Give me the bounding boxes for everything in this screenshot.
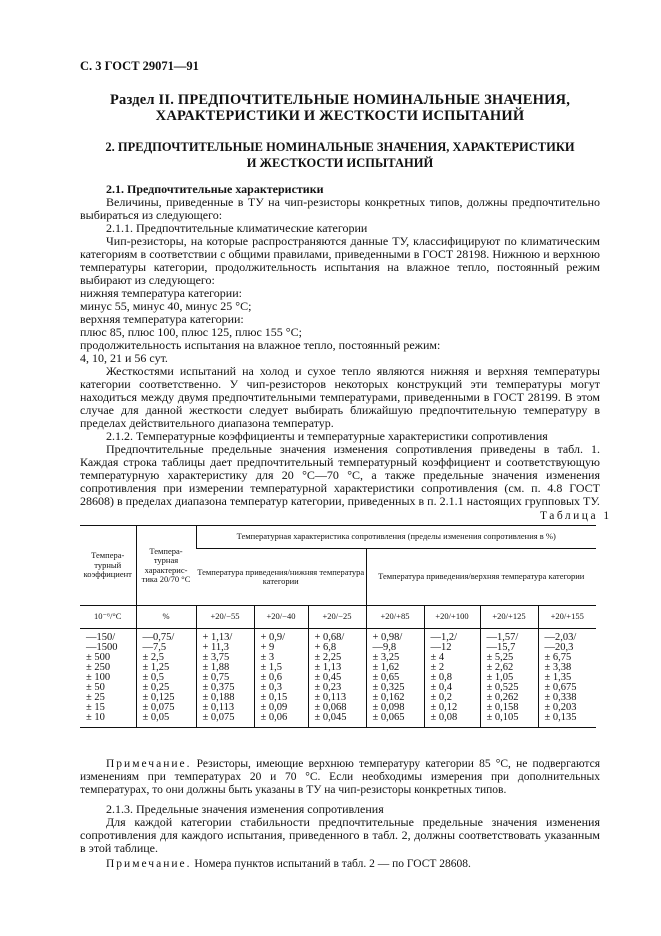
list-line: минус 55, минус 40, минус 25 °С; bbox=[80, 299, 252, 313]
table-cell: + 0,98/ bbox=[366, 629, 424, 644]
table-cell: ± 4 bbox=[424, 653, 480, 663]
table-cell: ± 2 bbox=[424, 663, 480, 673]
table-cell: ± 3,75 bbox=[196, 653, 254, 663]
table-cell: ± 0,525 bbox=[480, 683, 538, 693]
col-header: +20/+125 bbox=[480, 606, 538, 629]
table-cell: ± 0,12 bbox=[424, 703, 480, 713]
col-header: +20/−55 bbox=[196, 606, 254, 629]
chapter-title bbox=[80, 139, 600, 171]
table-cell: ± 5,25 bbox=[480, 653, 538, 663]
table-cell: + 6,8 bbox=[308, 643, 366, 653]
table-cell: ± 0,15 bbox=[254, 693, 308, 703]
table-cell: —7,5 bbox=[136, 643, 196, 653]
table-cell: —20,3 bbox=[538, 643, 596, 653]
note-2 bbox=[80, 858, 600, 871]
table-cell: ± 0,162 bbox=[366, 693, 424, 703]
unit-coefficient: 10⁻⁶/°С bbox=[80, 606, 136, 629]
table-cell: ± 0,113 bbox=[308, 693, 366, 703]
paragraph-2-1-3-title: 2.1.3. Предельные значения изменения сопротивления bbox=[106, 802, 384, 816]
table-cell: ± 10 bbox=[80, 713, 136, 728]
table-cell: + 0,68/ bbox=[308, 629, 366, 644]
paragraph-2-1-title: 2.1. Предпочтительные характеристики bbox=[106, 182, 324, 196]
paragraph-climatic: Чип-резисторы, на которые распространяются данные ТУ, классифицируют по климатическим категориям в соответствии с общими правилами, приведенными в ГОСТ 28198. Нижнюю и верхнюю температуры категории, продолжительность испытания на влажное тепло, постоянный режим выбирают из следующего: bbox=[80, 234, 600, 287]
chapter-title-line2: И ЖЕСТКОСТИ ИСПЫТАНИЙ bbox=[246, 156, 434, 170]
header-main: Температурная характеристика сопротивления (пределы изменения сопротивления в %) bbox=[196, 526, 596, 549]
table-cell: ± 1,88 bbox=[196, 663, 254, 673]
table-cell: ± 0,3 bbox=[254, 683, 308, 693]
table-cell: ± 0,09 bbox=[254, 703, 308, 713]
table-cell: ± 0,23 bbox=[308, 683, 366, 693]
section-title-line1: Раздел II. ПРЕДПОЧТИТЕЛЬНЫЕ НОМИНАЛЬНЫЕ ЗНАЧЕНИЯ, bbox=[109, 92, 571, 108]
unit-characteristic: % bbox=[136, 606, 196, 629]
table-cell: ± 0,325 bbox=[366, 683, 424, 693]
table-cell: ± 0,045 bbox=[308, 713, 366, 728]
paragraph-2-1-1-title: 2.1.1. Предпочтительные климатические категории bbox=[106, 221, 368, 235]
body-text-upper bbox=[80, 183, 600, 508]
col-header: +20/+85 bbox=[366, 606, 424, 629]
table-cell: ± 50 bbox=[86, 682, 105, 693]
table-cell: ± 0,375 bbox=[196, 683, 254, 693]
table-cell: ± 1,5 bbox=[254, 663, 308, 673]
table-cell: —150/ bbox=[86, 632, 116, 643]
table-caption: Таблица 1 bbox=[540, 510, 612, 522]
list-line: верхняя температура категории: bbox=[80, 312, 244, 326]
table-cell: ± 0,08 bbox=[424, 713, 480, 728]
table-cell: ± 500 bbox=[86, 652, 111, 663]
table-cell: ± 0,8 bbox=[424, 673, 480, 683]
table-cell: ± 15 bbox=[86, 702, 105, 713]
table-cell: ± 3 bbox=[254, 653, 308, 663]
table-cell: ± 1,13 bbox=[308, 663, 366, 673]
table-cell: ± 0,068 bbox=[308, 703, 366, 713]
table-cell: ± 0,4 bbox=[424, 683, 480, 693]
table-cell: ± 0,05 bbox=[136, 713, 196, 728]
table-cell: ± 0,2 bbox=[424, 693, 480, 703]
table-cell: + 0,9/ bbox=[254, 629, 308, 644]
col-header: +20/+155 bbox=[538, 606, 596, 629]
table-cell: —15,7 bbox=[480, 643, 538, 653]
table-cell: ± 1,05 bbox=[480, 673, 538, 683]
table-row bbox=[80, 629, 596, 644]
table-cell: ± 0,098 bbox=[366, 703, 424, 713]
page-header: С. 3 ГОСТ 29071—91 bbox=[80, 59, 199, 73]
table-cell: ± 6,75 bbox=[538, 653, 596, 663]
paragraph-stability: Для каждой категории стабильности предпочтительные предельные значения изменения сопротивления для каждого испытания, приведенного в табл. 2, должны соответствовать указанным в этой таблице. bbox=[80, 815, 600, 855]
table-cell: ± 0,5 bbox=[136, 673, 196, 683]
note-1 bbox=[80, 758, 600, 797]
list-line: нижняя температура категории: bbox=[80, 286, 242, 300]
table-cell: ± 3,25 bbox=[366, 653, 424, 663]
note-text: Номера пунктов испытаний в табл. 2 — по ГОСТ 28608. bbox=[194, 858, 471, 870]
list-line: продолжительность испытания на влажное тепло, постоянный режим: bbox=[80, 338, 441, 352]
table-cell: ± 0,065 bbox=[366, 713, 424, 728]
table-1 bbox=[80, 525, 596, 728]
paragraph-severity: Жесткостями испытаний на холод и сухое тепло являются нижняя и верхняя температуры категории соответственно. У чип-резисторов некоторых конструкций эти температуры могут находиться между двумя предпочтительными температурами, приведенными в ГОСТ 28199. В этом случае для данной жесткости следует выбирать ближайшую предпочтительную температуру в пределах действительного диапазона температур. bbox=[80, 364, 600, 430]
col-header: +20/−40 bbox=[254, 606, 308, 629]
table-cell: ± 2,5 bbox=[136, 653, 196, 663]
paragraph-preferred-limits: Предпочтительные предельные значения изменения сопротивления приведены в табл. 1. Каждая строка таблицы дает предпочтительный температурный коэффициент и соответствующую температурную характеристику для 20 °С—70 °С, а также предельные значения изменения сопротивления при измерении температурной характеристики сопротивления (см. п. 4.8 ГОСТ 28608) в пределах диапазона температур категории, приведенных в п. 2.1.1 настоящих групповых ТУ. bbox=[80, 442, 600, 508]
table-cell: ± 0,262 bbox=[480, 693, 538, 703]
table-cell: ± 0,125 bbox=[136, 693, 196, 703]
table-cell: ± 250 bbox=[86, 662, 111, 673]
table-cell: ± 0,6 bbox=[254, 673, 308, 683]
table-cell: ± 0,75 bbox=[196, 673, 254, 683]
table-cell: ± 0,075 bbox=[136, 703, 196, 713]
col-header: +20/−25 bbox=[308, 606, 366, 629]
list-line: 4, 10, 21 и 56 сут. bbox=[80, 351, 168, 365]
section-title bbox=[80, 92, 600, 124]
col-header: +20/+100 bbox=[424, 606, 480, 629]
table-cell: ± 1,25 bbox=[136, 663, 196, 673]
table-cell: ± 0,203 bbox=[538, 703, 596, 713]
table-cell: + 1,13/ bbox=[196, 629, 254, 644]
table-cell: ± 100 bbox=[86, 672, 111, 683]
table-cell: ± 0,158 bbox=[480, 703, 538, 713]
table-cell: ± 0,06 bbox=[254, 713, 308, 728]
list-line: плюс 85, плюс 100, плюс 125, плюс 155 °С; bbox=[80, 325, 302, 339]
paragraph-intro: Величины, приведенные в ТУ на чип-резисторы конкретных типов, должны предпочтительно выбираться из следующего: bbox=[80, 195, 600, 222]
table-body bbox=[80, 629, 596, 728]
table-cell: ± 3,38 bbox=[538, 663, 596, 673]
table-cell: ± 0,338 bbox=[538, 693, 596, 703]
table-cell: + 9 bbox=[254, 643, 308, 653]
table-cell: ± 0,075 bbox=[196, 713, 254, 728]
note-label: Примечание. bbox=[106, 858, 192, 870]
table-cell: —12 bbox=[424, 643, 480, 653]
header-characteristic: Темпера- турная характерис- тика 20/70 °С bbox=[136, 526, 196, 606]
table-cell: + 11,3 bbox=[196, 643, 254, 653]
note-text: Резисторы, имеющие верхнюю температуру категории 85 °С, не подвергаются изменениям при температурах 20 и 70 °С. Если необходимы измерения при дополнительных температурах, то они должны быть указаны в ТУ на чип-резисторы конкретных типов. bbox=[80, 758, 600, 796]
table-cell: ± 0,45 bbox=[308, 673, 366, 683]
table-cell: —0,75/ bbox=[136, 629, 196, 644]
table-row bbox=[80, 713, 596, 728]
note-label: Примечание. bbox=[106, 758, 192, 770]
table-cell: ± 25 bbox=[86, 692, 105, 703]
paragraph-2-1-2-title: 2.1.2. Температурные коэффициенты и температурные характеристики сопротивления bbox=[106, 429, 548, 443]
table-cell: ± 0,25 bbox=[136, 683, 196, 693]
table-cell: ± 0,113 bbox=[196, 703, 254, 713]
chapter-title-line1: 2. ПРЕДПОЧТИТЕЛЬНЫЕ НОМИНАЛЬНЫЕ ЗНАЧЕНИЯ, ХАРАКТЕРИСТИКИ bbox=[105, 140, 575, 154]
header-upper-temp: Температура приведения/верхняя температура категории bbox=[366, 549, 596, 606]
header-lower-temp: Температура приведения/нижняя температура категории bbox=[196, 549, 366, 606]
table-cell: —1,57/ bbox=[480, 629, 538, 644]
table-cell: —1,2/ bbox=[424, 629, 480, 644]
table-cell: ± 0,188 bbox=[196, 693, 254, 703]
header-coefficient: Темпера- турный коэффициент bbox=[80, 526, 136, 606]
table-cell: ± 0,135 bbox=[538, 713, 596, 728]
table-cell: ± 1,62 bbox=[366, 663, 424, 673]
table-cell: —2,03/ bbox=[538, 629, 596, 644]
table-cell: ± 2,62 bbox=[480, 663, 538, 673]
table-cell: —9,8 bbox=[366, 643, 424, 653]
section-title-line2: ХАРАКТЕРИСТИКИ И ЖЕСТКОСТИ ИСПЫТАНИЙ bbox=[155, 108, 525, 124]
body-text-lower bbox=[80, 803, 600, 855]
table-cell: ± 0,675 bbox=[538, 683, 596, 693]
table-cell: ± 0,105 bbox=[480, 713, 538, 728]
table-cell: ± 0,65 bbox=[366, 673, 424, 683]
table-cell: —1500 bbox=[86, 642, 118, 653]
table-cell: ± 2,25 bbox=[308, 653, 366, 663]
table-cell: ± 1,35 bbox=[538, 673, 596, 683]
